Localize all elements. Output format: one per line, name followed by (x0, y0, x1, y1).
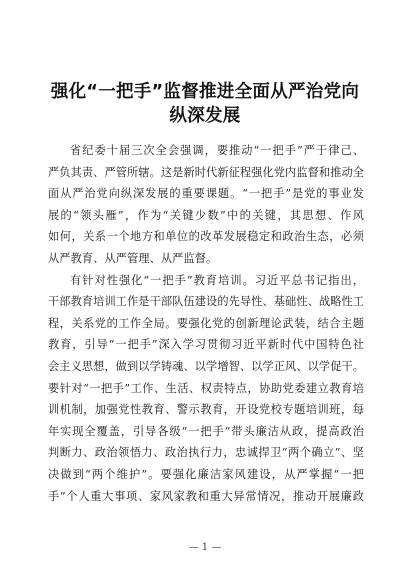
page-number: — 1 — (188, 542, 222, 553)
paragraph-1 (48, 140, 364, 270)
paragraph-line: 干部教育培训工作是干部队伍建设的先导性、基础性、战略性工 (48, 295, 365, 309)
paragraph-line: 训机制，加强党性教育、警示教育，开设党校专题培训班，每 (48, 403, 364, 417)
paragraph-line: 决做到“两个维护”。要强化廉洁家风建设，从严掌握“一把 (48, 467, 364, 481)
paragraph-line: 展的“领头雁”，作为“关键少数”中的关键，其思想、作风 (48, 208, 364, 222)
paragraph-line: 面从严治党向纵深发展的重要课题。“一把手”是党的事业发 (48, 187, 364, 201)
paragraph-line: 年实现全覆盖，引导各级“一把手”带头廉洁从政，提高政治 (48, 424, 364, 438)
paragraph-line: 判断力、政治领悟力、政治执行力，忠诚捍卫“两个确立”、坚 (48, 446, 364, 460)
document-body (48, 140, 364, 507)
paragraph-line: 有针对性强化“一把手”教育培训。习近平总书记指出， (70, 273, 364, 287)
title-line-1: 强化“一把手”监督推进全面从严治党向 (50, 82, 360, 102)
paragraph-line: 如何，关系一个地方和单位的改革发展稳定和政治生态，必须 (48, 230, 364, 244)
paragraph-line: 会主义思想，做到以学铸魂、以学增智、以学正风、以学促干。 (48, 359, 365, 373)
paragraph-line: 程，关系党的工作全局。要强化党的创新理论武装，结合主题 (48, 316, 364, 330)
paragraph-line: 要针对“一把手”工作、生活、权责特点，协助党委建立教育培 (48, 381, 364, 395)
paragraph-line: 手”个人重大事项、家风家教和重大异常情况，推动开展廉政 (48, 489, 364, 503)
title-line-2: 纵深发展 (169, 106, 241, 126)
paragraph-line: 从严教育、从严管理、从严监督。 (48, 251, 218, 265)
document-title (40, 80, 370, 128)
paragraph-line: 严负其责、严管所辖。这是新时代新征程强化党内监督和推动全 (48, 165, 365, 179)
paragraph-line: 教育，引导“一把手”深入学习贯彻习近平新时代中国特色社 (48, 338, 364, 352)
paragraph-line: 省纪委十届三次全会强调，要推动“一把手”严于律己、 (70, 144, 364, 157)
paragraph-2 (48, 270, 364, 508)
